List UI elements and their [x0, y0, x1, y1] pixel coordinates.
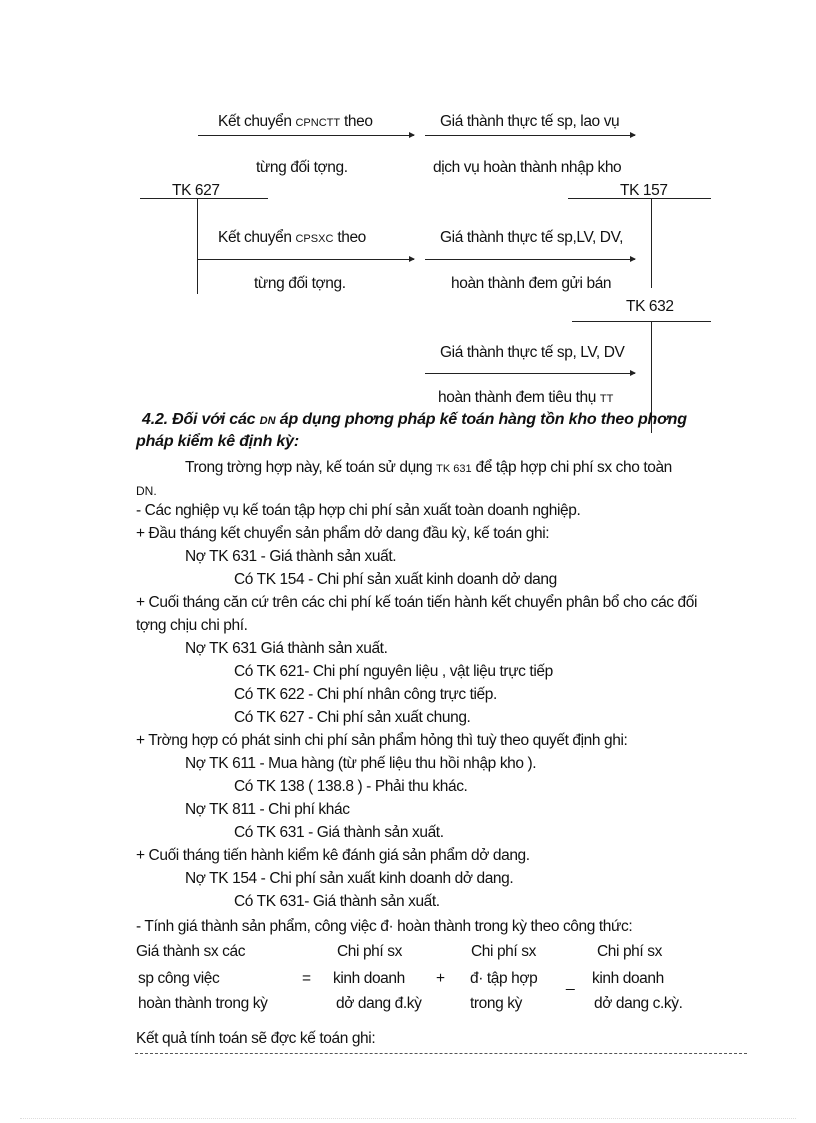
account-632: TK 632	[626, 298, 674, 315]
line-6: tợng chịu chi phí.	[136, 617, 248, 634]
account-157-divider	[651, 198, 652, 288]
formula-plus: +	[436, 970, 445, 987]
goods-sold-label-2: hoàn thành đem tiêu thụ TT	[438, 389, 614, 406]
section-heading-line2: pháp kiểm kê định kỳ:	[136, 433, 299, 450]
line-15: Có TK 631 - Giá thành sản xuất.	[234, 824, 444, 841]
formula-col1-row1: Giá thành sx các	[136, 943, 246, 960]
line-2: + Đầu tháng kết chuyển sản phẩm dở dang đầu kỳ, kế toán ghi:	[136, 525, 550, 542]
line-7: Nợ TK 631 Giá thành sản xuất.	[185, 640, 388, 657]
finished-goods-label-2: dịch vụ hoàn thành nhập kho	[433, 159, 622, 176]
line-5: + Cuối tháng căn cứ trên các chi phí kế toán tiến hành kết chuyển phân bổ cho các đối	[136, 594, 698, 611]
arrow-goods-sent	[425, 259, 635, 260]
arrow-cpsxc	[198, 259, 414, 260]
result-line: Kết quả tính toán sẽ đợc kế toán ghi:	[136, 1030, 376, 1047]
line-18: Có TK 631- Giá thành sản xuất.	[234, 893, 440, 910]
goods-sold-label: Giá thành thực tế sp, LV, DV	[440, 344, 625, 361]
formula-equals: =	[302, 970, 311, 987]
account-632-line	[572, 321, 711, 322]
formula-col4-row3: dở dang c.kỳ.	[594, 995, 683, 1012]
by-object-label-2: từng đối tợng.	[254, 275, 346, 292]
line-3: Nợ TK 631 - Giá thành sản xuất.	[185, 548, 397, 565]
formula-col4-row2: kinh doanh	[592, 970, 664, 987]
account-157: TK 157	[620, 182, 668, 199]
formula-col1-row2: sp công việc	[138, 970, 220, 987]
section-heading: 4.2. Đối với các DN áp dụng phơng pháp kế toán hàng tồn kho theo phơng	[142, 411, 687, 428]
formula-col3-row3: trong kỳ	[470, 995, 522, 1012]
formula-col2-row2: kinh doanh	[333, 970, 405, 987]
transfer-cpnctt-label: Kết chuyển CPNCTT theo	[218, 113, 373, 130]
formula-col2-row3: dở dang đ.kỳ	[336, 995, 422, 1012]
by-object-label-1: từng đối tợng.	[256, 159, 348, 176]
goods-sent-label-2: hoàn thành đem gửi bán	[451, 275, 612, 292]
arrow-finished-goods	[425, 135, 635, 136]
formula-col4-row1: Chi phí sx	[597, 943, 662, 960]
page-edge-rule	[20, 1118, 796, 1119]
formula-col3-row1: Chi phí sx	[471, 943, 536, 960]
line-8: Có TK 621- Chi phí nguyên liệu , vật liệu trực tiếp	[234, 663, 553, 680]
line-11: + Trờng hợp có phát sinh chi phí sản phẩm hỏng thì tuỳ theo quyết định ghi:	[136, 732, 628, 749]
goods-sent-label: Giá thành thực tế sp,LV, DV,	[440, 229, 624, 246]
line-16: + Cuối tháng tiến hành kiểm kê đánh giá sản phẩm dở dang.	[136, 847, 530, 864]
formula-col1-row3: hoàn thành trong kỳ	[138, 995, 268, 1012]
page-rule	[135, 1053, 747, 1054]
line-9: Có TK 622 - Chi phí nhân công trực tiếp.	[234, 686, 497, 703]
arrow-cpnctt	[198, 135, 414, 136]
account-627: TK 627	[172, 182, 220, 199]
line-1: - Các nghiệp vụ kế toán tập hợp chi phí sản xuất toàn doanh nghiệp.	[136, 502, 581, 519]
formula-minus: _	[566, 974, 575, 991]
account-627-line	[140, 198, 268, 199]
line-12: Nợ TK 611 - Mua hàng (từ phế liệu thu hồi nhập kho ).	[185, 755, 537, 772]
finished-goods-label: Giá thành thực tế sp, lao vụ	[440, 113, 620, 130]
arrow-goods-sold	[425, 373, 635, 374]
account-157-line	[568, 198, 711, 199]
line-17: Nợ TK 154 - Chi phí sản xuất kinh doanh dở dang.	[185, 870, 514, 887]
formula-col3-row2: đ· tập hợp	[470, 970, 538, 987]
line-13: Có TK 138 ( 138.8 ) - Phải thu khác.	[234, 778, 468, 795]
line-19: - Tính giá thành sản phẩm, công việc đ· hoàn thành trong kỳ theo công thức:	[136, 918, 633, 935]
paragraph-intro-cont: DN.	[136, 484, 157, 498]
paragraph-intro: Trong trờng hợp này, kế toán sử dụng TK 631 để tập hợp chi phí sx cho toàn	[185, 459, 672, 476]
formula-col2-row1: Chi phí sx	[337, 943, 402, 960]
transfer-cpsxc-label: Kết chuyển CPSXC theo	[218, 229, 366, 246]
account-627-divider	[197, 198, 198, 294]
line-4: Có TK 154 - Chi phí sản xuất kinh doanh dở dang	[234, 571, 557, 588]
line-14: Nợ TK 811 - Chi phí khác	[185, 801, 350, 818]
line-10: Có TK 627 - Chi phí sản xuất chung.	[234, 709, 471, 726]
